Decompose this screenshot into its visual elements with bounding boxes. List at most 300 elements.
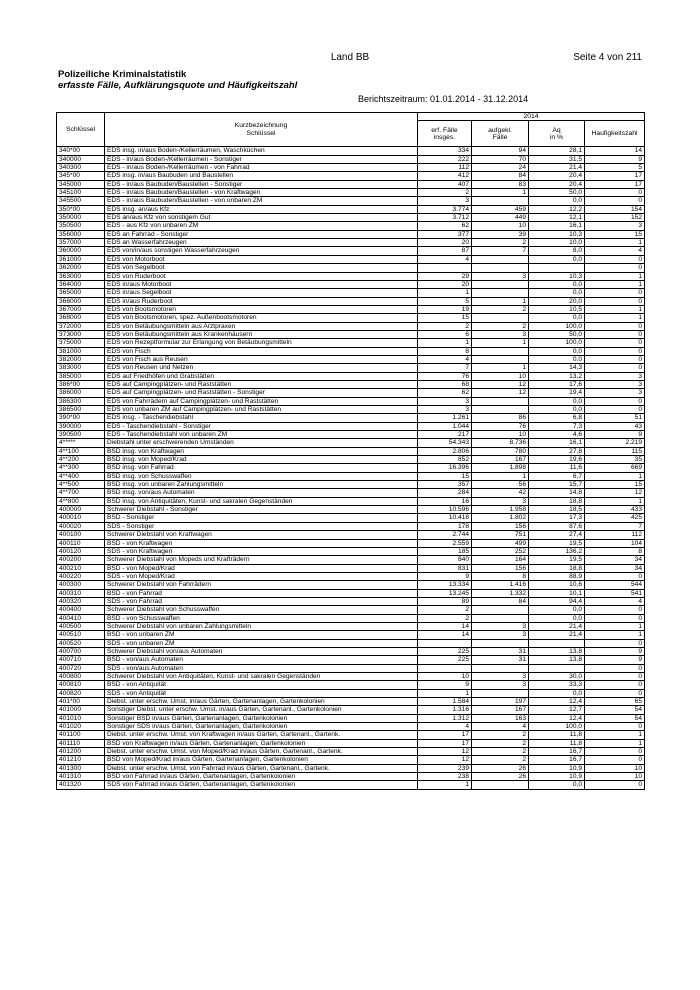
row-aq: 21,4 [529, 631, 585, 639]
row-solved: 84 [472, 172, 529, 180]
row-label: Sonstiger Diebst. unter erschw. Umst. in/aus Gärten, Gartenanl., Gartenkolonien [105, 706, 418, 714]
row-aq: 17,6 [529, 380, 585, 388]
row-solved: 2 [472, 739, 529, 747]
row-frequency: 3 [585, 222, 645, 230]
row-frequency: 4 [585, 597, 645, 605]
row-label: Schwerer Diebstahl von Schusswaffen [105, 606, 418, 614]
row-aq [529, 639, 585, 647]
row-label: Diebst. unter erschw. Umst. von Kraftwagen in/aus Gärten, Gartenanl., Gartenk. [105, 731, 418, 739]
table-row [57, 472, 645, 480]
row-key: 345100 [57, 189, 105, 197]
row-aq: 16,1 [529, 439, 585, 447]
row-label: Schwerer Diebstahl von Kraftwagen [105, 531, 418, 539]
row-key: 400010 [57, 514, 105, 522]
row-cases: 15 [418, 472, 472, 480]
row-key: 350000 [57, 214, 105, 222]
row-solved [472, 664, 529, 672]
row-aq: 7,3 [529, 422, 585, 430]
row-frequency: 115 [585, 447, 645, 455]
row-solved: 164 [472, 556, 529, 564]
row-cases: 840 [418, 556, 472, 564]
table-row [57, 656, 645, 664]
row-frequency: 17 [585, 180, 645, 188]
row-key: 390500 [57, 431, 105, 439]
row-label: SDS - von Antiquität [105, 689, 418, 697]
row-solved [472, 314, 529, 322]
row-label: Schwerer Diebstahl von/aus Automaten [105, 647, 418, 655]
row-cases: 6 [418, 330, 472, 338]
row-solved: 1.898 [472, 464, 529, 472]
row-solved: 3 [472, 497, 529, 505]
row-label: EDS in/aus Segelboot [105, 289, 418, 297]
row-aq: 12,4 [529, 698, 585, 706]
row-frequency: 1 [585, 622, 645, 630]
row-aq: 10,0 [529, 239, 585, 247]
row-solved: 39 [472, 230, 529, 238]
row-cases: 225 [418, 647, 472, 655]
table-row [57, 756, 645, 764]
row-key: 400820 [57, 689, 105, 697]
row-label: EDS in/aus Ruderboot [105, 297, 418, 305]
row-solved [472, 197, 529, 205]
row-solved: 2 [472, 731, 529, 739]
row-key: 400300 [57, 581, 105, 589]
row-key: 4**500 [57, 481, 105, 489]
table-row [57, 706, 645, 714]
row-solved: 42 [472, 489, 529, 497]
row-solved [472, 289, 529, 297]
row-cases: 12 [418, 748, 472, 756]
row-frequency: 0 [585, 723, 645, 731]
row-solved [472, 255, 529, 263]
row-cases: 10 [418, 673, 472, 681]
row-frequency: 34 [585, 564, 645, 572]
row-label: EDS von Betäubungsmitteln aus Krankenhäusern [105, 330, 418, 338]
table-row [57, 731, 645, 739]
table-row [57, 339, 645, 347]
row-solved: 4 [472, 723, 529, 731]
row-cases: 178 [418, 522, 472, 530]
row-aq: 0,0 [529, 355, 585, 363]
row-label: BSD - von Moped/Krad [105, 564, 418, 572]
row-key: 400510 [57, 631, 105, 639]
row-key: 345000 [57, 180, 105, 188]
row-key: 382000 [57, 355, 105, 363]
row-frequency: 9 [585, 647, 645, 655]
row-label: Schwerer Diebstahl von Antiquitäten, Kunst- und sakralen Gegenständen [105, 673, 418, 681]
row-key: 400520 [57, 639, 105, 647]
row-cases: 1.316 [418, 706, 472, 714]
table-row [57, 506, 645, 514]
row-label: EDS - in/aus Boden-/Kellerräumen - von Fahrrad [105, 164, 418, 172]
row-key: 383000 [57, 364, 105, 372]
row-frequency: 0 [585, 614, 645, 622]
row-cases: 5 [418, 297, 472, 305]
table-header-row [57, 113, 645, 121]
row-aq: 4,6 [529, 431, 585, 439]
row-key: 363000 [57, 272, 105, 280]
row-key: 368000 [57, 314, 105, 322]
row-aq: 6,7 [529, 472, 585, 480]
row-label: EDS von Rezeptformular zur Erlangung von Betäubungsmitteln [105, 339, 418, 347]
row-aq: 33,3 [529, 681, 585, 689]
row-aq: 20,4 [529, 180, 585, 188]
row-label: EDS - in/aus Boden-/Kellerräumen - Sonstiger [105, 155, 418, 163]
table-row [57, 723, 645, 731]
table-row [57, 397, 645, 405]
row-solved: 1.416 [472, 581, 529, 589]
table-row [57, 431, 645, 439]
table-row [57, 147, 645, 155]
row-aq: 0,0 [529, 255, 585, 263]
column-header-key: Schlüssel [57, 113, 105, 147]
row-frequency: 0 [585, 606, 645, 614]
row-cases: 16 [418, 497, 472, 505]
table-row [57, 739, 645, 747]
row-label: Diebstahl unter erschwerenden Umständen [105, 439, 418, 447]
row-cases: 1.044 [418, 422, 472, 430]
row-aq: 12,7 [529, 706, 585, 714]
row-cases: 3.712 [418, 214, 472, 222]
row-frequency: 5 [585, 164, 645, 172]
row-cases: 2 [418, 614, 472, 622]
row-solved: 2 [472, 748, 529, 756]
table-row [57, 556, 645, 564]
row-label: BSD insg. von Kraftwagen [105, 447, 418, 455]
table-row [57, 748, 645, 756]
row-solved: 3 [472, 673, 529, 681]
row-frequency: 9 [585, 431, 645, 439]
row-cases: 4 [418, 255, 472, 263]
row-label: EDS an Fahrrad - Sonstiger [105, 230, 418, 238]
row-solved: 10 [472, 372, 529, 380]
row-solved: 1 [472, 339, 529, 347]
row-label: EDS von Bootsmotoren [105, 305, 418, 313]
row-key: 400800 [57, 673, 105, 681]
row-cases: 3 [418, 197, 472, 205]
row-frequency: 0 [585, 330, 645, 338]
row-cases: 185 [418, 547, 472, 555]
row-key: 390000 [57, 422, 105, 430]
row-label: EDS an/aus Kfz von sonstigem Gut [105, 214, 418, 222]
row-cases: 14 [418, 622, 472, 630]
row-cases: 284 [418, 489, 472, 497]
table-row [57, 622, 645, 630]
table-row [57, 347, 645, 355]
row-label: Sonstiger BSD in/aus Gärten, Gartenanlagen, Gartenkolonien [105, 714, 418, 722]
row-solved: 26 [472, 764, 529, 772]
row-key: 340300 [57, 164, 105, 172]
row-frequency: 43 [585, 422, 645, 430]
row-label: EDS insg. - Taschendiebstahl [105, 414, 418, 422]
table-row [57, 631, 645, 639]
row-aq: 11,8 [529, 739, 585, 747]
row-key: 386300 [57, 397, 105, 405]
row-aq: 0,0 [529, 689, 585, 697]
row-aq: 10,6 [529, 581, 585, 589]
row-solved: 197 [472, 698, 529, 706]
row-key: 401010 [57, 714, 105, 722]
row-label: BSD - von Fahrrad [105, 589, 418, 597]
row-cases: 2 [418, 189, 472, 197]
row-key: 381000 [57, 347, 105, 355]
table-row [57, 239, 645, 247]
row-solved: 76 [472, 422, 529, 430]
table-row [57, 714, 645, 722]
row-key: 385000 [57, 372, 105, 380]
row-key: 350500 [57, 222, 105, 230]
row-key: 400710 [57, 656, 105, 664]
row-cases: 3 [418, 406, 472, 414]
row-aq: 10,1 [529, 589, 585, 597]
row-solved: 2 [472, 239, 529, 247]
row-solved [472, 606, 529, 614]
table-row [57, 564, 645, 572]
row-frequency: 10 [585, 764, 645, 772]
row-label: EDS von Fisch aus Reusen [105, 355, 418, 363]
table-row [57, 689, 645, 697]
row-frequency: 54 [585, 714, 645, 722]
row-key: 400720 [57, 664, 105, 672]
row-aq: 0,0 [529, 280, 585, 288]
table-row [57, 305, 645, 313]
row-aq: 0,0 [529, 406, 585, 414]
row-cases: 3.774 [418, 205, 472, 213]
table-row [57, 255, 645, 263]
row-label: BSD - von Antiquität [105, 681, 418, 689]
row-label: EDS von Ruderboot [105, 272, 418, 280]
row-key: 362000 [57, 264, 105, 272]
row-frequency: 7 [585, 522, 645, 530]
row-solved [472, 280, 529, 288]
row-aq: 16,1 [529, 222, 585, 230]
row-cases: 412 [418, 172, 472, 180]
row-aq: 18,8 [529, 564, 585, 572]
row-key: 4**400 [57, 472, 105, 480]
row-frequency: 51 [585, 414, 645, 422]
table-row [57, 264, 645, 272]
row-aq [529, 264, 585, 272]
row-aq: 0,0 [529, 197, 585, 205]
row-aq: 13,8 [529, 656, 585, 664]
row-aq: 10,3 [529, 272, 585, 280]
column-header-aq: Aq in % [529, 121, 585, 147]
table-row [57, 230, 645, 238]
row-key: 400700 [57, 647, 105, 655]
row-label: Diebst. unter erschw. Umst. in/aus Gärten, Gartenanlagen, Gartenkolonien [105, 698, 418, 706]
row-solved: 10 [472, 431, 529, 439]
table-row [57, 764, 645, 772]
row-frequency: 0 [585, 189, 645, 197]
row-label: EDS von Reusen und Netzen [105, 364, 418, 372]
row-cases: 2 [418, 606, 472, 614]
row-label: Diebst. unter erschw. Umst. von Moped/Krad in/aus Gärten, Gartenanl., Gartenk. [105, 748, 418, 756]
row-cases [418, 639, 472, 647]
row-key: 345*00 [57, 172, 105, 180]
row-frequency: 17 [585, 172, 645, 180]
row-frequency: 0 [585, 406, 645, 414]
row-frequency: 0 [585, 572, 645, 580]
row-aq: 6,8 [529, 414, 585, 422]
row-cases: 831 [418, 564, 472, 572]
row-solved: 1.802 [472, 514, 529, 522]
row-aq: 136,2 [529, 547, 585, 555]
table-row [57, 781, 645, 789]
row-cases: 14 [418, 631, 472, 639]
row-solved: 83 [472, 180, 529, 188]
row-solved [472, 347, 529, 355]
table-row [57, 205, 645, 213]
row-cases: 12 [418, 756, 472, 764]
row-label: BSD - von Schusswaffen [105, 614, 418, 622]
table-row [57, 581, 645, 589]
row-cases: 852 [418, 456, 472, 464]
row-cases: 3 [418, 397, 472, 405]
row-aq: 10,9 [529, 773, 585, 781]
table-row [57, 155, 645, 163]
row-aq: 11,6 [529, 464, 585, 472]
row-key: 375000 [57, 339, 105, 347]
row-cases [418, 664, 472, 672]
row-key: 364000 [57, 280, 105, 288]
row-key: 400320 [57, 597, 105, 605]
column-header-frequency: Haufigkeitszahl [585, 121, 645, 147]
row-key: 340000 [57, 155, 105, 163]
row-frequency: 0 [585, 681, 645, 689]
table-row [57, 372, 645, 380]
row-key: 400220 [57, 572, 105, 580]
row-frequency: 1 [585, 239, 645, 247]
table-row [57, 547, 645, 555]
row-solved: 2 [472, 305, 529, 313]
table-row [57, 464, 645, 472]
row-aq: 12,1 [529, 214, 585, 222]
row-aq: 0,0 [529, 606, 585, 614]
row-aq: 20,4 [529, 172, 585, 180]
row-key: 386500 [57, 406, 105, 414]
row-key: 350*00 [57, 205, 105, 213]
row-frequency: 0 [585, 197, 645, 205]
row-solved: 167 [472, 456, 529, 464]
row-label: EDS - in/aus Baubuden/Baustellen - von Kraftwagen [105, 189, 418, 197]
row-frequency: 112 [585, 531, 645, 539]
row-solved: 94 [472, 147, 529, 155]
row-label: EDS von/in/aus sonstigen Wasserfahrzeugen [105, 247, 418, 255]
row-label: SDS von Fahrrad in/aus Gärten, Gartenanlagen, Gartenkolonien [105, 781, 418, 789]
row-solved: 1 [472, 472, 529, 480]
row-label: EDS auf Campingplätzen- und Raststätten - Sonstiger [105, 389, 418, 397]
row-label: BSD insg. von Moped/Krad [105, 456, 418, 464]
table-row [57, 539, 645, 547]
row-solved: 84 [472, 597, 529, 605]
row-key: 4***** [57, 439, 105, 447]
row-solved: 12 [472, 389, 529, 397]
table-row [57, 355, 645, 363]
row-solved: 499 [472, 539, 529, 547]
table-row [57, 456, 645, 464]
table-row [57, 422, 645, 430]
row-solved [472, 689, 529, 697]
row-key: 400200 [57, 556, 105, 564]
row-key: 4**100 [57, 447, 105, 455]
row-cases: 20 [418, 239, 472, 247]
table-row [57, 773, 645, 781]
row-aq: 88,9 [529, 572, 585, 580]
row-label: BSD insg. von unbaren Zahlungsmitteln [105, 481, 418, 489]
row-solved: 26 [472, 773, 529, 781]
row-aq: 0,0 [529, 289, 585, 297]
row-frequency: 3 [585, 372, 645, 380]
row-solved [472, 614, 529, 622]
row-frequency: 1 [585, 631, 645, 639]
table-row [57, 489, 645, 497]
row-cases: 1 [418, 289, 472, 297]
row-label: Schwerer Diebstahl von unbaren Zahlungsmitteln [105, 622, 418, 630]
row-key: 401300 [57, 764, 105, 772]
row-frequency: 4 [585, 247, 645, 255]
row-frequency: 1 [585, 497, 645, 505]
row-cases: 89 [418, 597, 472, 605]
row-aq: 12,4 [529, 714, 585, 722]
row-label: SDS - von Moped/Krad [105, 572, 418, 580]
row-frequency: 0 [585, 289, 645, 297]
row-aq: 14,3 [529, 364, 585, 372]
row-solved: 56 [472, 481, 529, 489]
row-cases: 1.312 [418, 714, 472, 722]
table-row [57, 280, 645, 288]
row-cases: 17 [418, 739, 472, 747]
row-solved [472, 781, 529, 789]
row-key: 4**200 [57, 456, 105, 464]
row-solved: 2 [472, 322, 529, 330]
row-label: BSD - von unbaren ZM [105, 631, 418, 639]
row-frequency: 15 [585, 230, 645, 238]
row-frequency: 15 [585, 481, 645, 489]
row-cases: 68 [418, 380, 472, 388]
table-row [57, 297, 645, 305]
row-label: EDS insg. an/aus Kfz [105, 205, 418, 213]
row-frequency: 0 [585, 339, 645, 347]
row-key: 390*00 [57, 414, 105, 422]
table-row [57, 597, 645, 605]
row-cases: 2.744 [418, 531, 472, 539]
row-key: 361000 [57, 255, 105, 263]
row-label: SDS - Sonstiger [105, 522, 418, 530]
row-solved: 156 [472, 522, 529, 530]
row-frequency: 154 [585, 205, 645, 213]
row-cases: 29 [418, 272, 472, 280]
row-cases: 407 [418, 180, 472, 188]
table-row [57, 222, 645, 230]
row-aq: 94,4 [529, 597, 585, 605]
row-key: 340*00 [57, 147, 105, 155]
row-solved: 751 [472, 531, 529, 539]
row-aq: 87,6 [529, 522, 585, 530]
row-frequency: 34 [585, 556, 645, 564]
row-aq: 19,5 [529, 556, 585, 564]
row-label: EDS von Motorboot [105, 255, 418, 263]
row-solved [472, 264, 529, 272]
row-solved: 3 [472, 681, 529, 689]
row-aq: 20,0 [529, 297, 585, 305]
row-aq: 0,0 [529, 397, 585, 405]
row-cases: 222 [418, 155, 472, 163]
row-aq: 0,0 [529, 614, 585, 622]
row-cases: 1 [418, 339, 472, 347]
row-frequency: 0 [585, 664, 645, 672]
row-solved: 31 [472, 647, 529, 655]
row-frequency: 0 [585, 781, 645, 789]
